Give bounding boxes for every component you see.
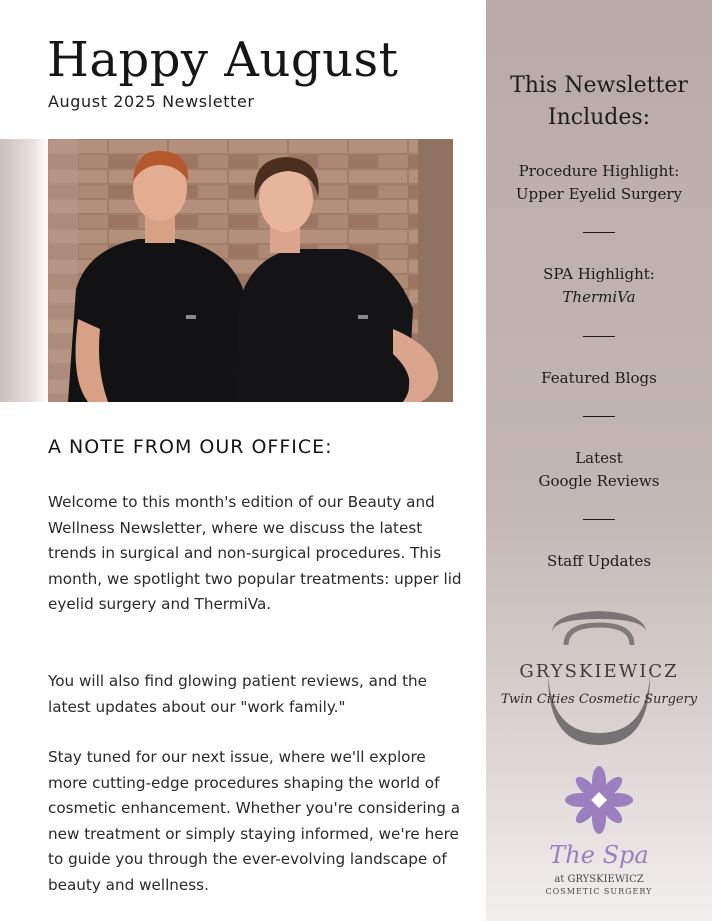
sidebar-item-featured-blogs	[486, 367, 712, 390]
newsletter-subtitle: August 2025 Newsletter	[48, 92, 255, 111]
sidebar-item-label: Latest	[575, 449, 623, 467]
staff-photo	[48, 139, 453, 402]
sidebar-divider	[583, 416, 615, 417]
newsletter-title: Happy August	[47, 32, 399, 88]
sidebar-item-procedure-highlight	[486, 160, 712, 206]
spa-line2: COSMETIC SURGERY	[545, 887, 653, 896]
note-paragraph-1: Welcome to this month's edition of our Beauty and Wellness Newsletter, where we discuss the latest trends in surgical and non-surgical procedures. This month, we spotlight two popular treatments: upper lid eyelid surgery and ThermiVa.	[48, 493, 462, 613]
sidebar-item-sublabel: ThermiVa	[562, 288, 636, 306]
logo-practice-script: Twin Cities Cosmetic Surgery	[500, 692, 698, 707]
sidebar-divider	[583, 519, 615, 520]
note-heading: A NOTE FROM OUR OFFICE:	[48, 436, 333, 458]
spa-line1: at GRYSKIEWICZ	[554, 874, 644, 885]
sidebar-item-sublabel: Upper Eyelid Surgery	[515, 185, 683, 203]
sidebar-item-label: Procedure Highlight:	[518, 162, 680, 180]
sidebar-item-sublabel: Google Reviews	[538, 472, 660, 490]
gryskiewicz-logo	[496, 605, 702, 755]
sidebar-title	[486, 70, 712, 134]
sidebar-item-google-reviews	[486, 447, 712, 493]
sidebar-title-line1: This Newsletter	[510, 73, 688, 98]
sidebar-item-staff-updates	[486, 550, 712, 573]
spa-logo	[506, 765, 692, 915]
sidebar-item-spa-highlight	[486, 263, 712, 309]
sidebar-divider	[583, 336, 615, 337]
spa-script: The Spa	[549, 841, 649, 869]
sidebar	[486, 0, 712, 921]
sidebar-divider	[583, 232, 615, 233]
note-paragraph-3: Stay tuned for our next issue, where we'll explore more cutting-edge procedures shaping the world of cosmetic enhancement. Whether you're considering a new treatment or simply staying informed, we're here to guide you through the ever-evolving landscape of beauty and wellness.	[48, 748, 461, 894]
sidebar-item-label: Featured Blogs	[541, 369, 657, 387]
sidebar-item-label: SPA Highlight:	[543, 265, 655, 283]
note-paragraph-2: You will also find glowing patient reviews, and the latest updates about our "work family."	[48, 672, 428, 716]
logo-practice-name: GRYSKIEWICZ	[519, 661, 679, 682]
sidebar-item-label: Staff Updates	[546, 552, 652, 570]
sidebar-title-line2: Includes:	[547, 105, 651, 130]
